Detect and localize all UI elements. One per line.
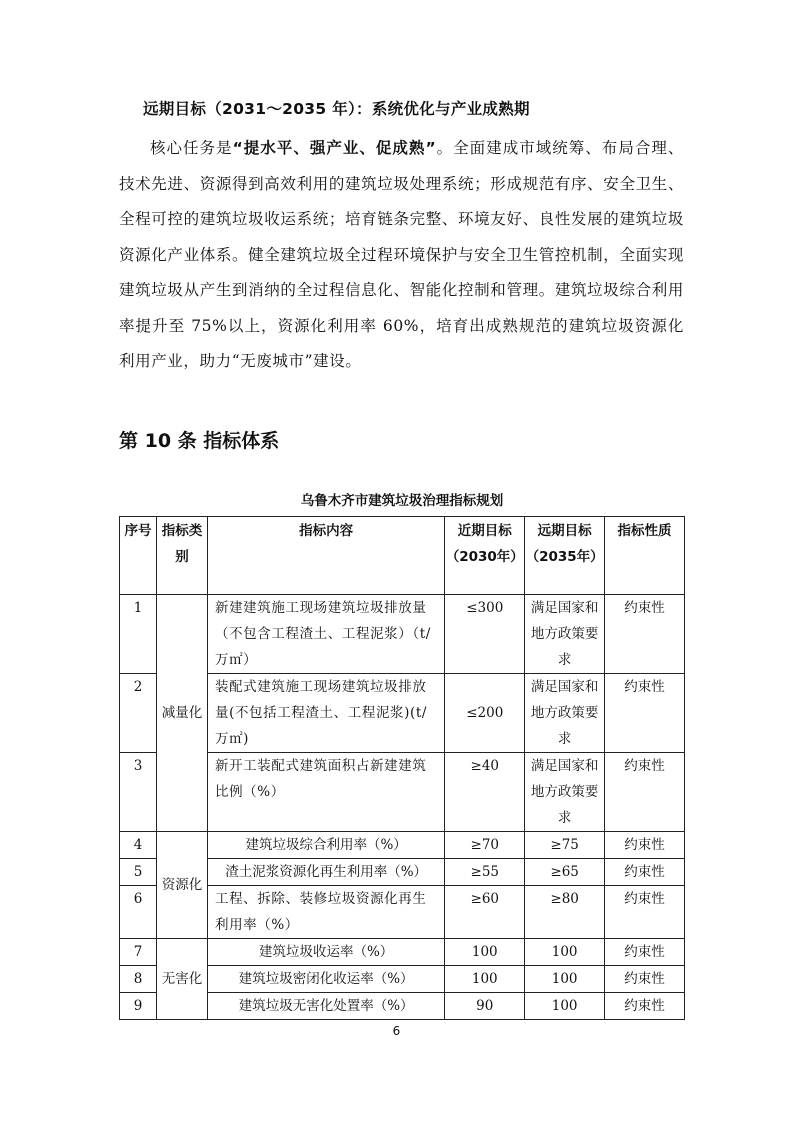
- table-row: [120, 595, 685, 674]
- row-nature: 约束性: [605, 859, 685, 886]
- table-caption: 乌鲁木齐市建筑垃圾治理指标规划: [300, 493, 504, 509]
- row-content: 渣土泥浆资源化再生利用率（%）: [207, 859, 444, 886]
- row-near-target: ≤300: [445, 595, 525, 674]
- row-index: 8: [120, 966, 157, 993]
- row-near-target: ≤200: [445, 674, 525, 753]
- row-far-target: 满足国家和地方政策要求: [525, 753, 605, 832]
- row-far-target: 100: [525, 966, 605, 993]
- page-number: 6: [392, 1024, 401, 1038]
- row-nature: 约束性: [605, 993, 685, 1020]
- row-nature: 约束性: [605, 674, 685, 753]
- row-near-target: 90: [445, 993, 525, 1020]
- category-harmless: 无害化: [157, 939, 208, 1020]
- row-content: 新建建筑施工现场建筑垃圾排放量（不包含工程渣土、工程泥浆）（t/万㎡）: [207, 595, 444, 674]
- row-near-target: ≥40: [445, 753, 525, 832]
- paragraph-body: 。全面建成市域统筹、布局合理、技术先进、资源得到高效利用的建筑垃圾处理系统；形成规范有序、安全卫生、全程可控的建筑垃圾收运系统；培育链条完整、环境友好、良性发展的建筑垃圾资源化产业体系。健全建筑垃圾全过程环境保护与安全卫生管控机制，全面实现建筑垃圾从产生到消纳的全过程信息化、智能化控制和管理。建筑垃圾综合利用率提升至 75%以上，资源化利用率 60%，培育出成熟规范的建筑垃圾资源化利用产业，助力“无废城市”建设。: [119, 139, 684, 370]
- row-far-target: 100: [525, 939, 605, 966]
- row-index: 7: [120, 939, 157, 966]
- row-near-target: ≥55: [445, 859, 525, 886]
- row-far-target: 100: [525, 993, 605, 1020]
- category-resource: 资源化: [157, 832, 208, 939]
- row-content: 建筑垃圾综合利用率（%）: [207, 832, 444, 859]
- row-content: 建筑垃圾密闭化收运率（%）: [207, 966, 444, 993]
- row-nature: 约束性: [605, 832, 685, 859]
- table-row: [120, 939, 685, 966]
- row-content: 新开工装配式建筑面积占新建建筑比例（%）: [207, 753, 444, 832]
- core-task-paragraph: [119, 131, 684, 380]
- row-near-target: ≥70: [445, 832, 525, 859]
- row-far-target: 满足国家和地方政策要求: [525, 674, 605, 753]
- row-index: 2: [120, 674, 157, 753]
- row-index: 4: [120, 832, 157, 859]
- row-index: 5: [120, 859, 157, 886]
- header-far-target: 远期目标（2035年）: [525, 517, 605, 595]
- long-term-goal-heading: 远期目标（2031～2035 年）：系统优化与产业成熟期: [143, 100, 530, 118]
- indicator-table: [119, 516, 685, 1020]
- row-far-target: ≥65: [525, 859, 605, 886]
- header-near-target: 近期目标（2030年）: [445, 517, 525, 595]
- row-far-target: 满足国家和地方政策要求: [525, 595, 605, 674]
- row-nature: 约束性: [605, 595, 685, 674]
- row-near-target: 100: [445, 966, 525, 993]
- row-nature: 约束性: [605, 753, 685, 832]
- row-far-target: ≥80: [525, 886, 605, 939]
- row-content: 建筑垃圾无害化处置率（%）: [207, 993, 444, 1020]
- category-reduction: 减量化: [157, 595, 208, 832]
- paragraph-emphasis: “提水平、强产业、促成熟”: [232, 139, 437, 157]
- row-near-target: ≥60: [445, 886, 525, 939]
- row-far-target: ≥75: [525, 832, 605, 859]
- row-content: 装配式建筑施工现场建筑垃圾排放量(不包括工程渣土、工程泥浆)(t/万㎡): [207, 674, 444, 753]
- paragraph-lead: 核心任务是: [150, 139, 233, 157]
- row-content: 建筑垃圾收运率（%）: [207, 939, 444, 966]
- header-index: 序号: [120, 517, 157, 595]
- row-nature: 约束性: [605, 939, 685, 966]
- header-content: 指标内容: [207, 517, 444, 595]
- row-index: 6: [120, 886, 157, 939]
- table-row: [120, 832, 685, 859]
- row-content: 工程、拆除、装修垃圾资源化再生利用率（%）: [207, 886, 444, 939]
- row-near-target: 100: [445, 939, 525, 966]
- row-index: 1: [120, 595, 157, 674]
- row-nature: 约束性: [605, 886, 685, 939]
- row-nature: 约束性: [605, 966, 685, 993]
- header-category: 指标类别: [157, 517, 208, 595]
- row-index: 3: [120, 753, 157, 832]
- row-index: 9: [120, 993, 157, 1020]
- section-title: 第 10 条 指标体系: [119, 430, 280, 452]
- header-nature: 指标性质: [605, 517, 685, 595]
- table-header-row: [120, 517, 685, 595]
